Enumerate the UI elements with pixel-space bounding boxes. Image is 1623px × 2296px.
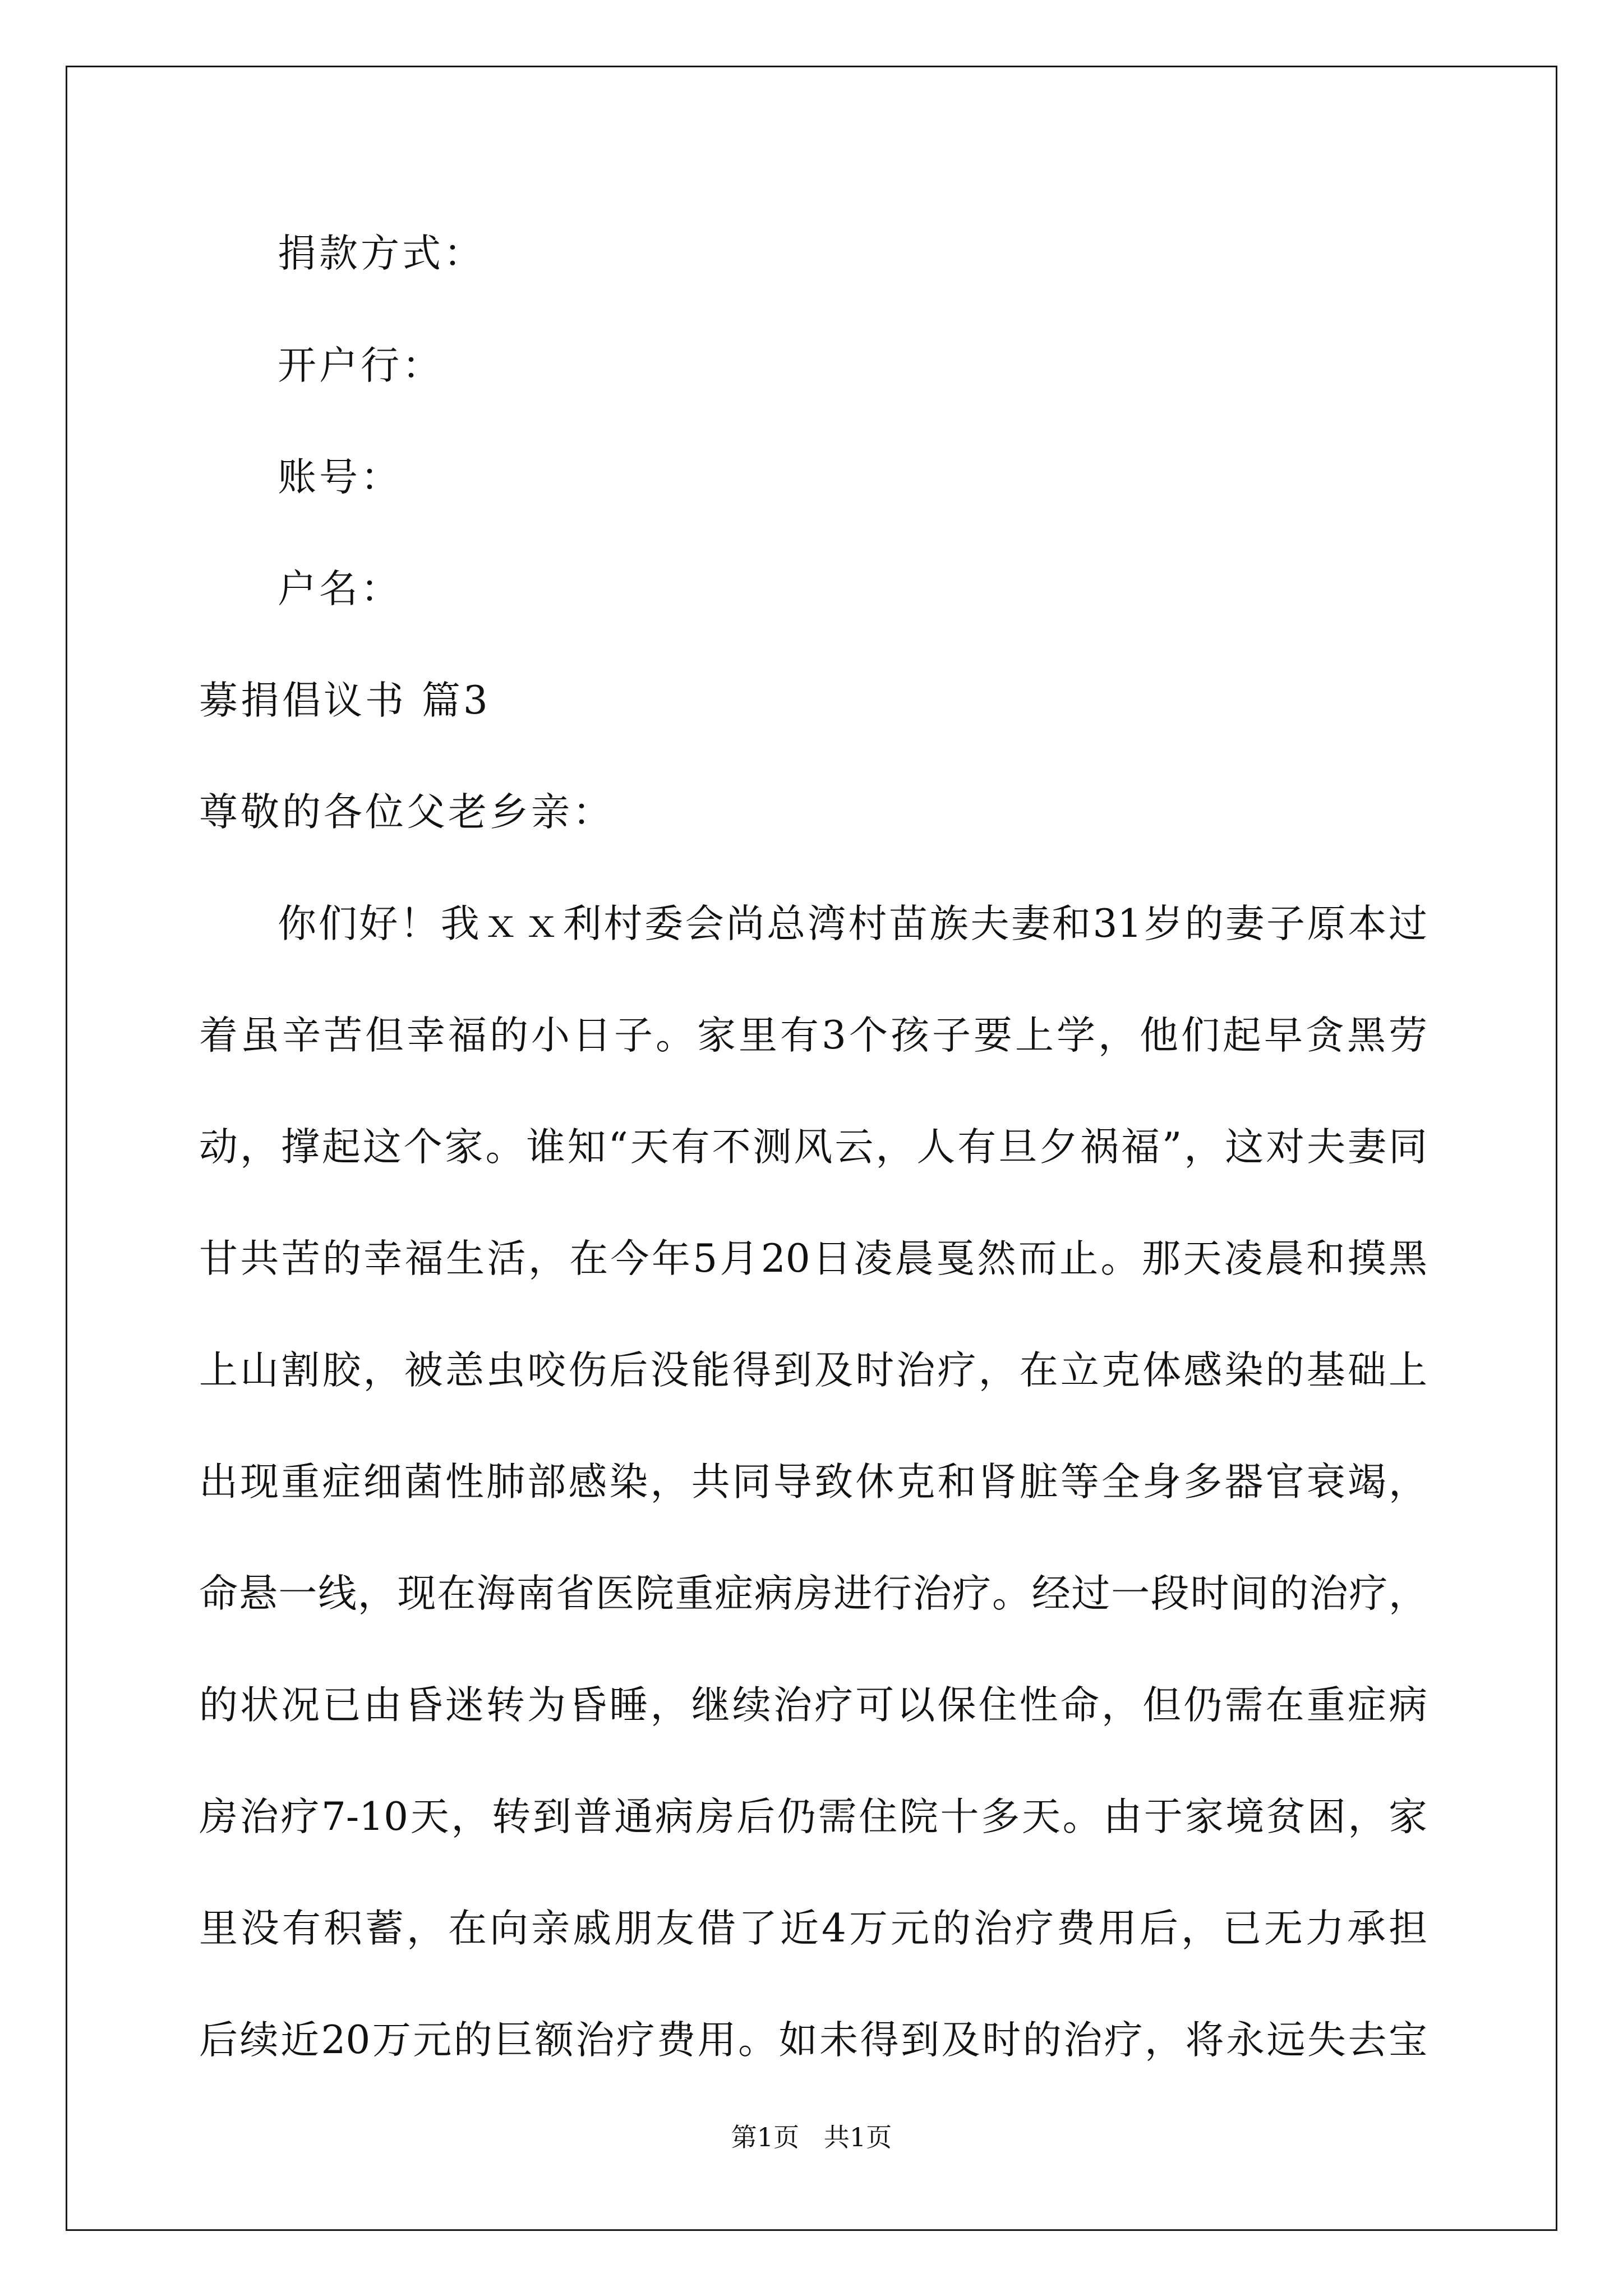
paragraph-line: 出现重症细菌性肺部感染，共同导致休克和肾脏等全身多器官衰竭，: [199, 1460, 1427, 1504]
paragraph-line: 甘共苦的幸福生活，在今年5月20日凌晨戛然而止。那天凌晨和摸黑: [199, 1236, 1427, 1281]
paragraph-line: 你们好！我ｘｘ利村委会尚总湾村苗族夫妻和31岁的妻子原本过: [278, 901, 1427, 946]
paragraph-line: 的状况已由昏迷转为昏睡，继续治疗可以保住性命，但仍需在重症病: [199, 1683, 1427, 1728]
account-name-label: 户名：: [278, 567, 402, 611]
paragraph-line: 房治疗7-10天，转到普通病房后仍需住院十多天。由于家境贫困，家: [199, 1795, 1427, 1839]
paragraph-line: 着虽辛苦但幸福的小日子。家里有3个孩子要上学，他们起早贪黑劳: [199, 1013, 1427, 1058]
salutation: 尊敬的各位父老乡亲：: [199, 790, 614, 835]
donation-method-label: 捐款方式：: [278, 231, 485, 276]
paragraph-line: 后续近20万元的巨额治疗费用。如未得到及时的治疗，将永远失去宝: [199, 2018, 1427, 2063]
page-footer: 第1页 共1页: [731, 2122, 892, 2152]
paragraph-line: 里没有积蓄，在向亲戚朋友借了近4万元的治疗费用后，已无力承担: [199, 1906, 1427, 1951]
paragraph-line: 命悬一线，现在海南省医院重症病房进行治疗。经过一段时间的治疗，: [199, 1571, 1427, 1616]
bank-label: 开户行：: [278, 343, 444, 388]
section-title: 募捐倡议书 篇3: [199, 678, 491, 723]
account-number-label: 账号：: [278, 455, 402, 500]
paragraph-line: 上山割胶，被恙虫咬伤后没能得到及时治疗，在立克体感染的基础上: [199, 1348, 1427, 1393]
paragraph-line: 动，撑起这个家。谁知“天有不测风云，人有旦夕祸福”，这对夫妻同: [199, 1125, 1427, 1170]
